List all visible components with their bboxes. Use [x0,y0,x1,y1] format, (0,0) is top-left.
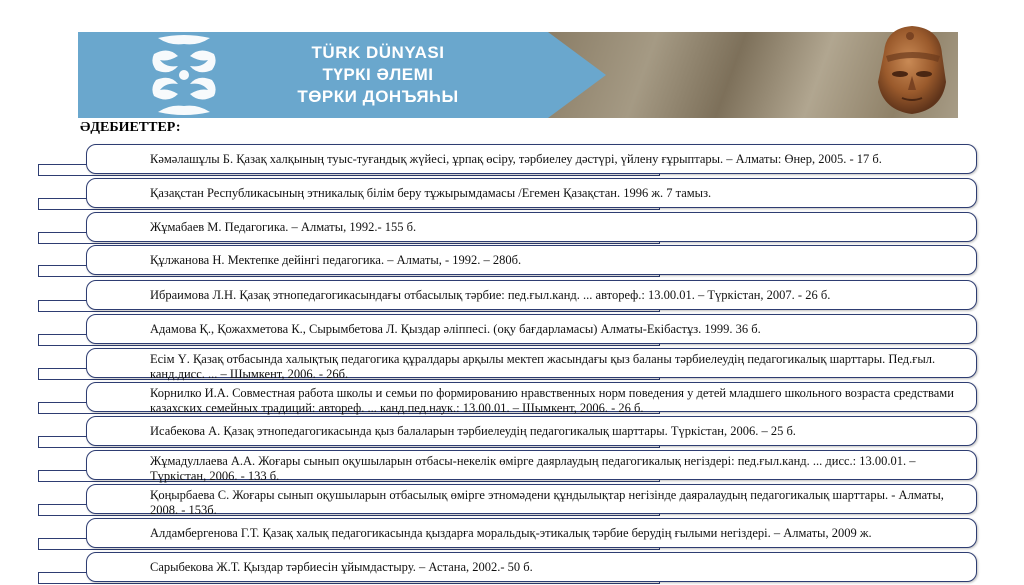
reference-item [38,484,977,517]
reference-item [38,178,977,208]
reference-item [38,518,977,548]
reference-text: Исабекова А. Қазақ этнопедагогикасында қыз балаларын тәрбиелеудің педагогикалық шарттары. Түркістан, 2006. – 25 б. [150,424,796,438]
reference-text: Жұмабаев М. Педагогика. – Алматы, 1992.- 155 б. [150,220,417,234]
reference-text: Қоңырбаева С. Жоғары сынып оқушыларын отбасылық өмірге этномәдени құндылықтар негізінде даяралаудың педагогикалық шарттары. - Алматы, 2008. - 153б. [150,488,944,517]
banner-line-3: ТӨРКИ ДОНЪЯҺЫ [297,87,459,106]
banner-line-2: ТҮРКІ ӘЛЕМІ [322,65,434,84]
banner-arrow-shape [548,32,606,118]
reference-item [38,144,977,174]
banner-title [228,42,528,108]
reference-item [38,382,977,415]
reference-item [38,245,977,275]
stone-head-image [866,22,958,116]
reference-text: Жұмадуллаева А.А. Жоғары сынып оқушыларын отбасы-некелік өмірге даярлаудың педагогикалық негіздері: пед.ғыл.канд. ... дисс.: 13.00.01. –Түркістан, 2006. - 133 б. [150,454,916,483]
reference-text: Қазақстан Республикасының этникалық білім беру тұжырымдамасы /Егемен Қазақстан. 1996 ж. 7 тамыз. [150,186,712,200]
reference-item [38,280,977,310]
reference-item [38,416,977,446]
reference-text: Ибраимова Л.Н. Қазақ этнопедагогикасындағы отбасылық тәрбие: пед.ғыл.канд. ... автореф.: 13.00.01. – Түркістан, 2007. - 26 б. [150,288,831,302]
reference-item [38,552,977,582]
ornament-icon [148,32,220,118]
reference-text: Кәмәлашұлы Б. Қазақ халқының туыс-туғандық жүйесі, ұрпақ өсіру, тәрбиелеу дәстүрі, үйлену ғұрыптары. – Алматы: Өнер, 2005. - 17 б. [150,152,882,166]
reference-text: Есім Ү. Қазақ отбасында халықтық педагогика құралдары арқылы мектеп жасындағы қыз баланы тәрбиелеудің педагогикалық шарттары. Пед.ғыл. канд.дисс. ... – Шымкент, 2006. - 26б. [150,352,936,381]
reference-item [38,348,977,381]
reference-text: Құлжанова Н. Мектепке дейінгі педагогика. – Алматы, - 1992. – 280б. [150,253,522,267]
reference-item [38,314,977,344]
section-title: ӘДЕБИЕТТЕР: [80,120,181,135]
reference-item [38,450,977,483]
reference-item [38,212,977,242]
header-banner [78,32,958,118]
reference-text: Корнилко И.А. Совместная работа школы и семьи по формированию нравственных норм поведения у детей младшего школьного возраста средствами казахских семейных традиций: автореф. ... канд.пед.наук.: 13.00.01. – Шымкент, 2006. - 26 б. [150,386,954,415]
reference-text: Адамова Қ., Қожахметова К., Сырымбетова Л. Қыздар әліппесі. (оқу бағдарламасы) Алматы-Екібастұз. 1999. 36 б. [150,322,761,336]
reference-text: Алдамбергенова Г.Т. Қазақ халық педагогикасында қыздарға моральдық-этикалық тәрбие берудің ғылыми негіздері. – Алматы, 2009 ж. [150,526,872,540]
banner-line-1: TÜRK DÜNYASI [311,43,445,62]
reference-text: Сарыбекова Ж.Т. Қыздар тәрбиесін ұйымдастыру. – Астана, 2002.- 50 б. [150,560,533,574]
